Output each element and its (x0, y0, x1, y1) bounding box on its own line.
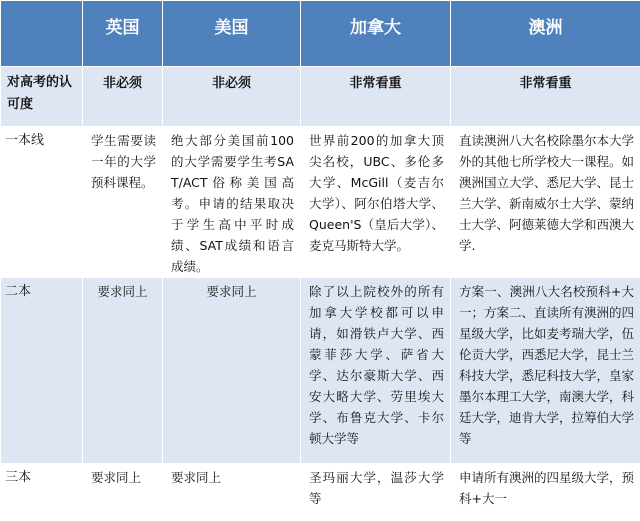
recognition-australia: 非常看重 (451, 67, 640, 127)
header-row (1, 1, 640, 67)
table-row-tier3 (1, 464, 640, 521)
cell-usa: 绝大部分美国前100的大学需要学生考SAT/ACT俗称美国高考。申请的结果取决于学生高中平时成绩、SAT成绩和语言成绩。 (163, 127, 301, 278)
cell-australia: 直读澳洲八大名校除墨尔本大学外的其他七所学校大一课程。如澳洲国立大学、悉尼大学、昆士兰大学、新南威尔士大学、蒙纳士大学、阿德莱德大学和西澳大学. (451, 127, 640, 278)
row-label: 三本 (1, 464, 83, 521)
recognition-uk: 非必须 (83, 67, 163, 127)
cell-canada: 世界前200的加拿大顶尖名校，UBC、多伦多大学、McGill（麦吉尔大学）、阿尔伯塔大学、Queen'S（皇后大学）、麦克马斯特大学。 (301, 127, 451, 278)
recognition-usa: 非必须 (163, 67, 301, 127)
recognition-canada: 非常看重 (301, 67, 451, 127)
table-row-tier2 (1, 278, 640, 464)
cell-canada: 除了以上院校外的所有加拿大学校都可以申请，如滑铁卢大学、西蒙菲莎大学、萨省大学、达尔豪斯大学、西安大略大学、劳里埃大学、布鲁克大学、卡尔顿大学等 (301, 278, 451, 464)
header-canada: 加拿大 (301, 1, 451, 67)
recognition-row (1, 67, 640, 127)
cell-canada: 圣玛丽大学，温莎大学等 (301, 464, 451, 521)
cell-australia: 申请所有澳洲的四星级大学，预科+大一 (451, 464, 640, 521)
table-row-tier1 (1, 127, 640, 278)
header-usa: 美国 (163, 1, 301, 67)
cell-uk: 要求同上 (83, 278, 163, 464)
cell-uk: 学生需要读一年的大学预科课程。 (83, 127, 163, 278)
recognition-label: 对高考的认可度 (1, 67, 83, 127)
cell-usa: 要求同上 (163, 278, 301, 464)
row-label: 二本 (1, 278, 83, 464)
cell-australia: 方案一、澳洲八大名校预科+大一；方案二、直读所有澳洲的四星级大学，比如麦考瑞大学，伍伦贡大学，西悉尼大学，昆士兰科技大学，悉尼科技大学，皇家墨尔本理工大学，南澳大学，科廷大学，迪肯大学，拉筹伯大学等 (451, 278, 640, 464)
header-australia: 澳洲 (451, 1, 640, 67)
cell-uk: 要求同上 (83, 464, 163, 521)
cell-usa: 要求同上 (163, 464, 301, 521)
header-uk: 英国 (83, 1, 163, 67)
header-corner (1, 1, 83, 67)
row-label: 一本线 (1, 127, 83, 278)
